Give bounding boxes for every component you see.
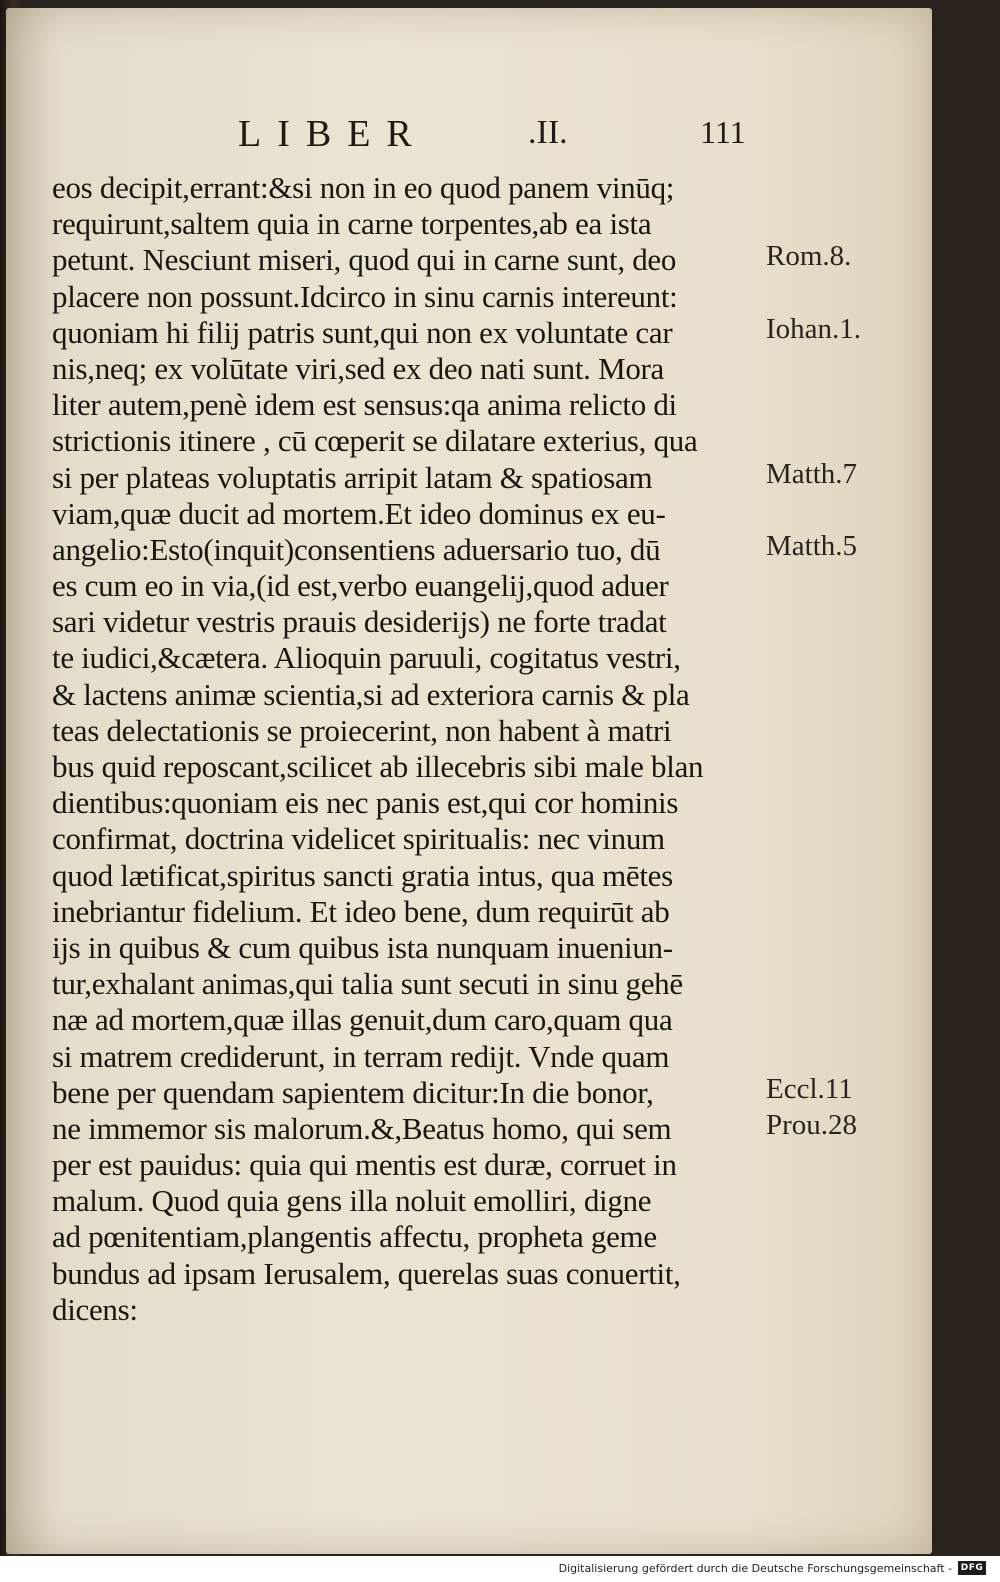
text-line: næ ad mortem,quæ illas genuit,dum caro,quam qua	[52, 1002, 673, 1038]
margin-note: Matth.7	[766, 457, 858, 490]
text-line: inebriantur fidelium. Et ideo bene, dum requirūt ab	[52, 893, 670, 929]
text-line: nis,neq; ex volūtate viri,sed ex deo nati sunt. Mora	[52, 350, 665, 386]
text-line: malum. Quod quia gens illa noluit emolliri, digne	[52, 1183, 652, 1219]
margin-note: Iohan.1.	[766, 312, 862, 345]
text-line: bene per quendam sapientem dicitur:In die bonor,	[52, 1074, 654, 1110]
text-line: strictionis itinere , cū cœperit se dilatare exterius, qua	[52, 423, 698, 459]
text-line: eos decipit,errant:&si non in eo quod panem vinūq;	[52, 170, 675, 205]
text-line: quod lætificat,spiritus sancti gratia intus, qua mētes	[52, 857, 673, 893]
margin-note: Matth.5	[766, 530, 858, 562]
running-title: LIBER	[238, 113, 428, 155]
dfg-logo: DFG	[958, 1561, 986, 1575]
text-line: tur,exhalant animas,qui talia sunt secuti in sinu gehē	[52, 966, 683, 1002]
text-line: quoniam hi filij patris sunt,qui non ex voluntate car	[52, 314, 673, 350]
text-line: & lactens animæ scientia,si ad exteriora carnis & pla	[52, 676, 690, 712]
text-line: requirunt,saltem quia in carne torpentes,ab ea ista	[52, 206, 652, 242]
funding-credit: Digitalisierung gefördert durch die Deutsche Forschungsgemeinschaft -	[558, 1562, 952, 1575]
text-line: te iudici,&cætera. Alioquin paruuli, cogitatus vestri,	[52, 640, 681, 676]
digitization-footer	[0, 1556, 1000, 1582]
text-line: dicens:	[52, 1291, 138, 1327]
margin-note: Rom.8.	[766, 240, 852, 273]
margin-note: Eccl.11	[766, 1073, 853, 1105]
text-line: dientibus:quoniam eis nec panis est,qui cor hominis	[52, 785, 679, 821]
text-line: angelio:Esto(inquit)consentiens aduersario tuo, dū	[52, 531, 661, 567]
text-line: petunt. Nesciunt miseri, quod qui in carne sunt, deo	[52, 242, 677, 278]
text-line: ijs in quibus & cum quibus ista nunquam inueniun-	[52, 929, 673, 965]
body-text	[52, 170, 762, 1328]
folio-number: 111	[700, 114, 746, 150]
text-line: ne immemor sis malorum.&,Beatus homo, qui sem	[52, 1110, 672, 1146]
text-line: si matrem crediderunt, in terram redijt. Vnde quam	[52, 1038, 670, 1074]
text-line: es cum eo in via,(id est,verbo euangelij,quod aduer	[52, 568, 669, 604]
margin-note: Prou.28	[766, 1109, 858, 1142]
text-line: liter autem,penè idem est sensus:qa anima relicto di	[52, 387, 677, 423]
page-header	[0, 112, 1000, 162]
text-line: ad pœnitentiam,plangentis affectu, propheta geme	[52, 1219, 657, 1255]
text-line: per est pauidus: quia qui mentis est duræ, corruet in	[52, 1147, 677, 1183]
book-number: .II.	[528, 114, 568, 151]
text-line: sari videtur vestris prauis desiderijs) ne forte tradat	[52, 604, 667, 640]
text-line: bus quid reposcant,scilicet ab illecebris sibi male blan	[52, 749, 704, 784]
text-line: viam,quæ ducit ad mortem.Et ideo dominus ex eu-	[52, 495, 666, 531]
text-line: bundus ad ipsam Ierusalem, querelas suas conuertit,	[52, 1255, 681, 1291]
text-line: si per plateas voluptatis arripit latam & spatiosam	[52, 459, 653, 495]
text-line: confirmat, doctrina videlicet spiritualis: nec vinum	[52, 821, 665, 857]
text-line: teas delectationis se proiecerint, non habent à matri	[52, 712, 672, 748]
text-line: placere non possunt.Idcirco in sinu carnis intereunt:	[52, 278, 678, 314]
